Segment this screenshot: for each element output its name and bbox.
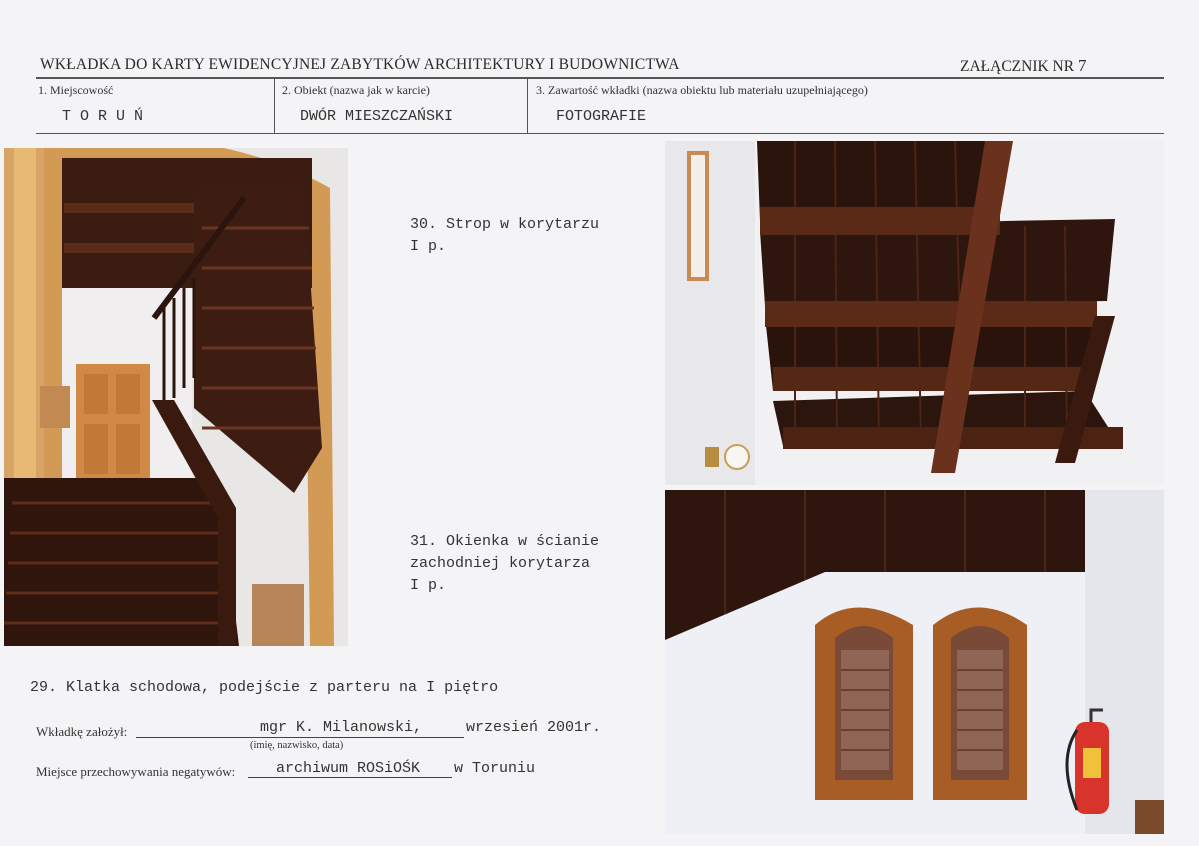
object-value: DWÓR MIESZCZAŃSKI <box>300 108 454 125</box>
field-divider-1 <box>274 78 275 134</box>
photo-staircase <box>4 148 348 646</box>
founder-label: Wkładkę założył: <box>36 724 128 739</box>
founder-date: wrzesień 2001r. <box>466 719 602 736</box>
locality-label: 1. Miejscowość <box>38 83 114 97</box>
founder-sub: (imię, nazwisko, data) <box>250 740 344 751</box>
attachment-label: ZAŁĄCZNIK NR <box>960 58 1075 75</box>
attachment-number <box>960 56 1086 76</box>
storage-value: archiwum ROSiOŚK <box>276 760 421 777</box>
locality-value: T O R U Ń <box>62 108 144 125</box>
attachment-number-value: 7 <box>1077 56 1087 75</box>
object-label: 2. Obiekt (nazwa jak w karcie) <box>282 83 430 97</box>
founder-line <box>136 737 464 738</box>
storage-line <box>248 777 452 778</box>
caption-31: 31. Okienka w ścianie zachodniej korytarza I p. <box>410 533 600 594</box>
field-divider-2 <box>527 78 528 134</box>
storage-label: Miejsce przechowywania negatywów: <box>36 764 236 779</box>
content-label: 3. Zawartość wkładki (nazwa obiektu lub materiału uzupełniającego) <box>536 83 868 97</box>
content-value: FOTOGRAFIE <box>556 108 647 125</box>
caption-29: 29. Klatka schodowa, podejście z parteru na I piętro <box>30 679 499 696</box>
photo-windows <box>665 490 1164 834</box>
header-rule-top <box>36 77 1164 79</box>
storage-place: w Toruniu <box>454 760 536 777</box>
photo-ceiling <box>665 141 1164 485</box>
sheet-title: WKŁADKA DO KARTY EWIDENCYJNEJ ZABYTKÓW ARCHITEKTURY I BUDOWNICTWA <box>40 56 680 73</box>
header-rule-bottom <box>36 133 1164 134</box>
caption-30: 30. Strop w korytarzu I p. <box>410 216 600 255</box>
founder-value: mgr K. Milanowski, <box>260 719 423 736</box>
